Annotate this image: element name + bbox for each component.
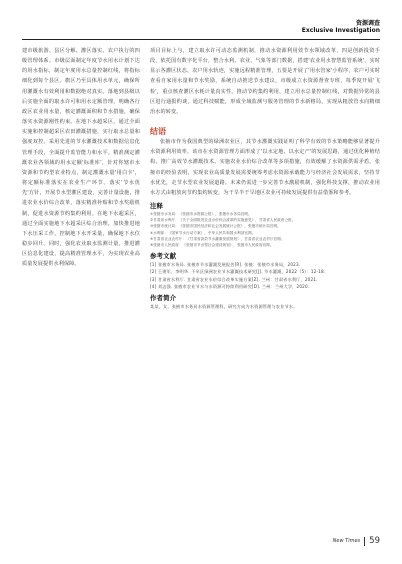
left-column <box>22 46 140 269</box>
note-item: ②甘肃省水利厅：《关于全面推进农业水价综合改革的实施意见》，甘肃省人民政府公报。 <box>150 218 296 223</box>
intro-paragraph: 项目目标上与，建立取水许可动态监测机制，推动水资源利用效节水领域改革，四是创新投资手段，依托国有数字化平台，整合水利、农业、气象等部门数据，搭建'农业用水智慧监管系统'，实时显示各灌区状态、农户用水轨迹，实施远程精准管理，五要是开展了'用水管家'小程序，农户可实时查看自家用水量和节水奖励，系统自动推送节水建议，市级成立水资源督查专班，每季度开展'飞检'，重点核查灌区水耗计量真实性，推动节约集约利用，建立用水总量控制红线，对数据异常的县区进行通报约谈，通过科技赋能，形成全域监测与服务管理的节水新格局，实现从粗放管水向精细治水的转变。 <box>150 48 380 115</box>
note-item: ③张掖市统计局：《张掖市国民经济和社会发展统计公报》，张掖市统计局官网。 <box>150 224 281 229</box>
left-column-text: 建市级旅游、县区分解、灌区落实、农户执行的四级管理体系。市级层面制定年度节水用水计划下达的用水指标，制定年度用水总量控制红线，将指标细化到每个县区。旗区乃至具体用水单元，确保所用灌溉水有效利用和数据绝对真实。落地到县级以后实施全面的取水许可和用水定额管理，明确各行政区农业用水量，核定灌溉面积和节水措施，确保落实水资源刚性约束。在地下水超采区，通过全面实施和控制超采区农田灌溉措施，实行取水总量和强度双控。采用先进的节水灌溉技术和数据信息化管理手段，全面提升监管能力和水平。精准测定灌溉农业各领域的用水定额'标准库'，针对你辖市水资源和节约型农业特点，制定灌溉水量'用白卡'，将定额标准落实在农业生产环节。落实'节水优先'方针，开展节水型灌区建设，完善计量设施，推进农业水价综合改革，落实精准补贴和节水奖励机制，促进水资源节约集约利用。在地下水超采区，通过全面实施地下水超采区综合治理，加快推进地下水压采工作，控制地下水开采量，确保地下水位稳步回升。同时，强化农业取水监测计量，推进灌区信息化建设，提高精准管理水平，为实现农业高质量发展提供水利保障。 <box>22 48 140 268</box>
author-heading: 作者简介 <box>150 294 177 303</box>
footer-divider <box>364 537 365 546</box>
right-column <box>150 46 380 310</box>
header-rule <box>22 39 380 40</box>
section-header <box>302 20 380 34</box>
conclusion-heading: 结语 <box>150 127 167 137</box>
journal-name: New Times <box>332 538 361 544</box>
references-heading: 参考文献 <box>150 252 177 261</box>
reference-item: [2] 王建军，李明华. 干旱区绿洲农业节水灌溉技术研究[J]. 节水灌溉，2022（5）：12-18. <box>150 269 326 275</box>
note-item: ⑥张掖市人民政府：《张掖市节水型社会建设规划》，张掖市人民政府官网。 <box>150 243 274 248</box>
page-footer <box>333 536 380 546</box>
conclusion-paragraph: 张掖市作为我国典型的绿洲农业区，其节水灌溉实践证明了科学有效的节水策略能够显著提升水资源利用效率。该市在水资源管理方面形成了'以水定地、以水定产'的发展思路，通过优化种植结构、推广高效节水灌溉技术、实施农业水价综合改革等多项措施，有效缓解了水资源供需矛盾。张掖市的经验表明，实现农业高质量发展需要统筹考虑水资源承载能力与经济社会发展需求，坚持节水优先，走节水型农业发展道路。未来仍需进一步完善节水激励机制，强化科技支撑，推动农业用水方式由粗放向节约集约转变，为干旱半干旱地区农业可持续发展提供有益借鉴和参考。 <box>150 139 380 196</box>
notes-list <box>150 211 380 248</box>
reference-item: [1] 张掖市水务局. 张掖市节水灌溉发展报告[R]. 张掖：张掖市水务局，2023. <box>150 262 301 268</box>
note-item: ⑤甘肃省农业农村厅：《甘肃省高效节水灌溉发展规划》，甘肃省农业农村厅官网。 <box>150 236 285 241</box>
reference-item: [3] 甘肃省水利厅. 甘肃省农业水价综合改革实施方案[Z]. 兰州：甘肃省水利厅，2021. <box>150 276 318 282</box>
page-number: 59 <box>369 536 380 546</box>
references-list <box>150 261 380 290</box>
note-item: ④水利部：《国家节水行动方案》，中华人民共和国水利部官网。 <box>150 230 256 235</box>
notes-heading: 注释 <box>150 202 164 211</box>
reference-item: [4] 刘志强. 张掖市农业节水与水资源可持续利用研究[D]. 兰州：兰州大学，2020. <box>150 283 310 289</box>
author-bio: 某某，女，张掖市水务局水资源管理科，研究方向为水资源管理与农业节水。 <box>150 304 298 310</box>
section-title-en: Exclusive Investigation <box>301 27 380 34</box>
note-item: ①张掖市水务局：《张掖市水资源公报》，张掖市水务局官网。 <box>150 212 252 217</box>
section-title-cn: 资源调查 <box>355 20 380 27</box>
